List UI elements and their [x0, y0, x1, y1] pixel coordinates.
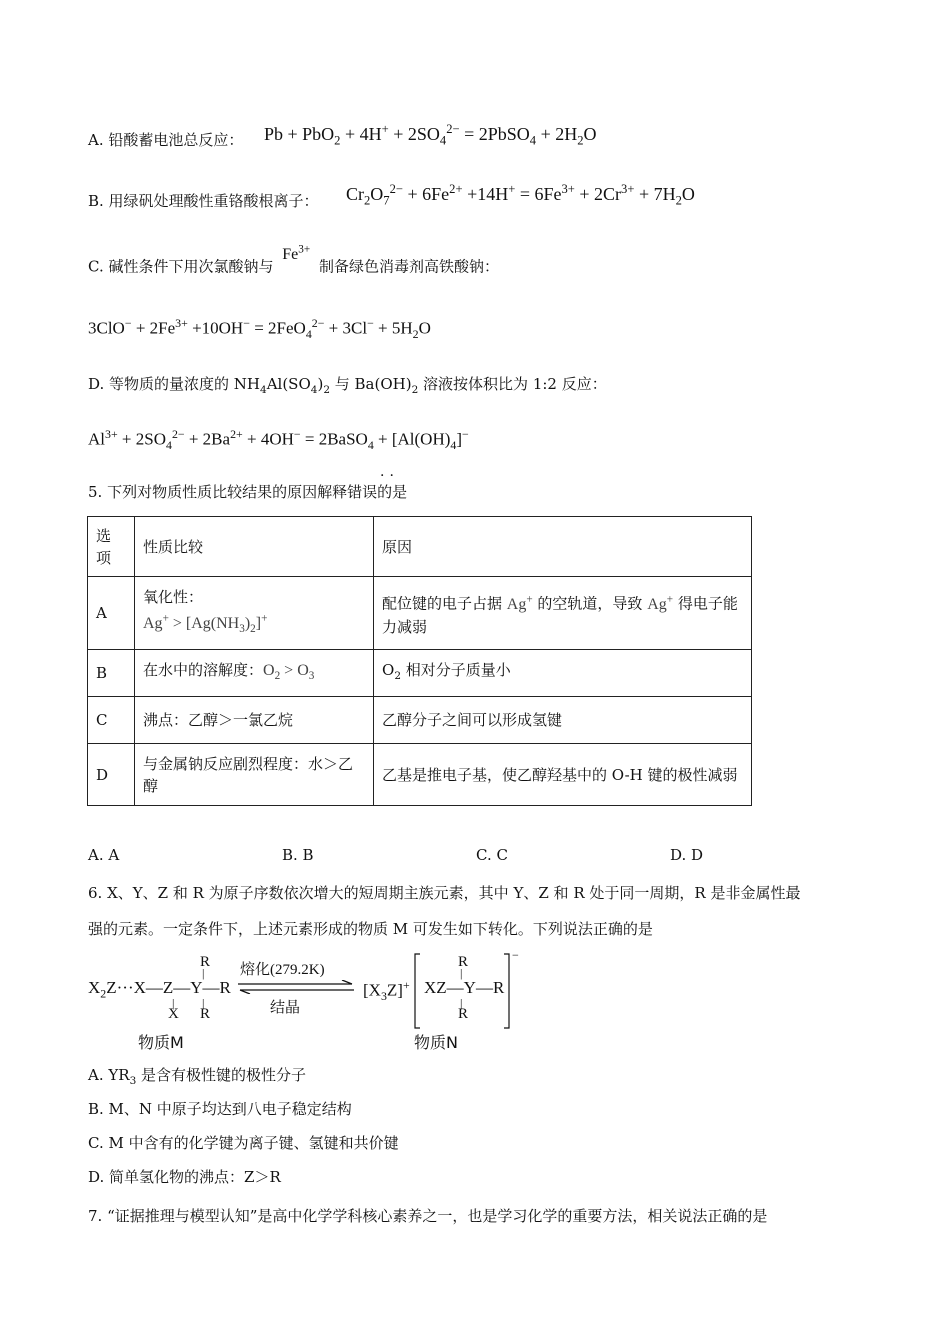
header-property: 性质比较 — [135, 517, 374, 577]
m-bond-up: | — [202, 966, 205, 980]
q5-choice-a[interactable]: A. A — [88, 846, 120, 864]
q4-option-c: C. 碱性条件下用次氯酸钠与 $Fe^{3+}$ 制备绿色消毒剂高铁酸钠： — [88, 244, 499, 276]
m-label: 物质M — [138, 1033, 184, 1052]
header-option: 选 项 — [88, 517, 135, 577]
row-reason: $O_2$ 相对分子质量小 — [374, 650, 752, 697]
m-top-bonds — [180, 958, 184, 978]
m-lower-x: X — [168, 1006, 179, 1022]
row-property: 与金属钠反应剧烈程度：水＞乙醇 — [135, 744, 374, 806]
reaction-diagram — [88, 948, 528, 1052]
table-row — [88, 577, 752, 650]
n-lower-r: R — [458, 1006, 469, 1022]
q4-b-equation: $Cr_2O_7^{2-} + 6Fe^{2+} +14H^+ = 6Fe^{3+} + 2Cr^{3+} + 7H_2O$ — [346, 182, 695, 208]
header-reason: 原因 — [374, 517, 752, 577]
row-property: 沸点：乙醇＞一氯乙烷 — [135, 697, 374, 744]
q4-c-fe-ion: $Fe^{3+}$ — [282, 244, 311, 264]
row-property: 在水中的溶解度：$O_2 > O_3$ — [135, 650, 374, 697]
equilibrium-arrows — [236, 980, 356, 994]
emphasis-dots: ·· — [380, 468, 399, 484]
q4-a-equation: $Pb + PbO_2 + 4H^+ + 2SO_4^{2-}$ = 2PbSO$_4$ + $2H_2O$ — [264, 122, 597, 148]
row-reason: 乙基是推电子基，使乙醇羟基中的 O-H 键的极性减弱 — [374, 744, 752, 806]
table-header-row — [88, 517, 752, 577]
n-bond-down: | — [460, 996, 463, 1010]
forward-condition: 熔化(279.2K) — [240, 962, 325, 978]
n-bond-up: | — [460, 966, 463, 980]
reverse-condition: 结晶 — [270, 1000, 301, 1016]
table-row — [88, 697, 752, 744]
q6-option-c[interactable]: C. M 中含有的化学键为离子键、氢键和共价键 — [88, 1134, 399, 1152]
m-formula: $X_2Z\cdot\cdot\cdot X—Z—Y—R$ — [88, 978, 231, 1001]
n-upper-r: R — [458, 954, 469, 970]
row-option: B — [88, 650, 135, 697]
table-row — [88, 744, 752, 806]
q5-choice-c[interactable]: C. C — [476, 846, 508, 864]
q6-stem-line2: 强的元素。一定条件下，上述元素形成的物质 M 可发生如下转化。下列说法正确的是 — [88, 920, 653, 938]
q7-stem: 7. “证据推理与模型认知”是高中化学学科核心素养之一，也是学习化学的重要方法，相关说法正确的是 — [88, 1207, 768, 1225]
m-bond-down-y: | — [202, 996, 205, 1010]
row-option: D — [88, 744, 135, 806]
q6-stem-line1: 6. X、Y、Z 和 R 为原子序数依次增大的短周期主族元素，其中 Y、Z 和 R 处于同一周期，R 是非金属性最 — [88, 884, 801, 902]
q4-option-b: B. 用绿矾处理酸性重铬酸根离子： $Cr_2O_7^{2-} + 6Fe^{2+} +14H^+ = 6Fe^{3+} + 2Cr^{3+} + 7H_2O$ — [88, 190, 319, 212]
n-label: 物质N — [414, 1033, 458, 1052]
q6-option-a[interactable]: A. $YR_3$ 是含有极性键的极性分子 — [88, 1066, 307, 1087]
q4-c-equation: $3ClO^- + 2Fe^{3+} +10OH^- = 2FeO_4^{2-} + 3Cl^- + 5H_2O$ — [88, 316, 431, 342]
row-reason: 配位键的电子占据 Ag+ 的空轨道，导致 Ag+ 得电子能力减弱 — [374, 577, 752, 650]
table-row — [88, 650, 752, 697]
n-cation: $[X_3Z]^+$ — [363, 978, 410, 1004]
row-property: 氧化性： $Ag^+ > [Ag(NH_3)_2]^+$ — [135, 577, 374, 650]
q6-option-b[interactable]: B. M、N 中原子均达到八电子稳定结构 — [88, 1100, 352, 1118]
q5-choice-d[interactable]: D. D — [670, 846, 704, 864]
q4-option-d: D. 等物质的量浓度的 $NH_4Al(SO_4)_2$ 与 $Ba(OH)_2$ 溶液按体积比为 1:2 反应： — [88, 375, 607, 396]
m-upper-r: R — [200, 954, 211, 970]
row-reason: 乙醇分子之间可以形成氢键 — [374, 697, 752, 744]
q4-option-a: A. 铅酸蓄电池总反应： $Pb + PbO_2 + 4H^+ + 2SO_4^{2-}$ = 2PbSO$_4$ + $2H_2O$ — [88, 129, 243, 151]
m-bond-down-z: | — [172, 996, 175, 1010]
n-anion: XZ—Y—R — [424, 978, 505, 997]
q5-stem: 5. 下列对物质性质比较结果的原因解释错误的是 — [88, 483, 408, 501]
m-lower-r: R — [200, 1006, 211, 1022]
q5-choice-b[interactable]: B. B — [282, 846, 314, 864]
q6-option-d[interactable]: D. 简单氢化物的沸点：Z＞R — [88, 1168, 281, 1186]
q4-d-equation: $Al^{3+} + 2SO_4^{2-} + 2Ba^{2+} + 4OH^-$ = 2BaSO$_4$ + $[Al(OH)_4]^-$ — [88, 427, 469, 453]
q5-table — [87, 516, 752, 806]
row-option: A — [88, 577, 135, 650]
n-charge: − — [512, 948, 519, 962]
row-option: C — [88, 697, 135, 744]
